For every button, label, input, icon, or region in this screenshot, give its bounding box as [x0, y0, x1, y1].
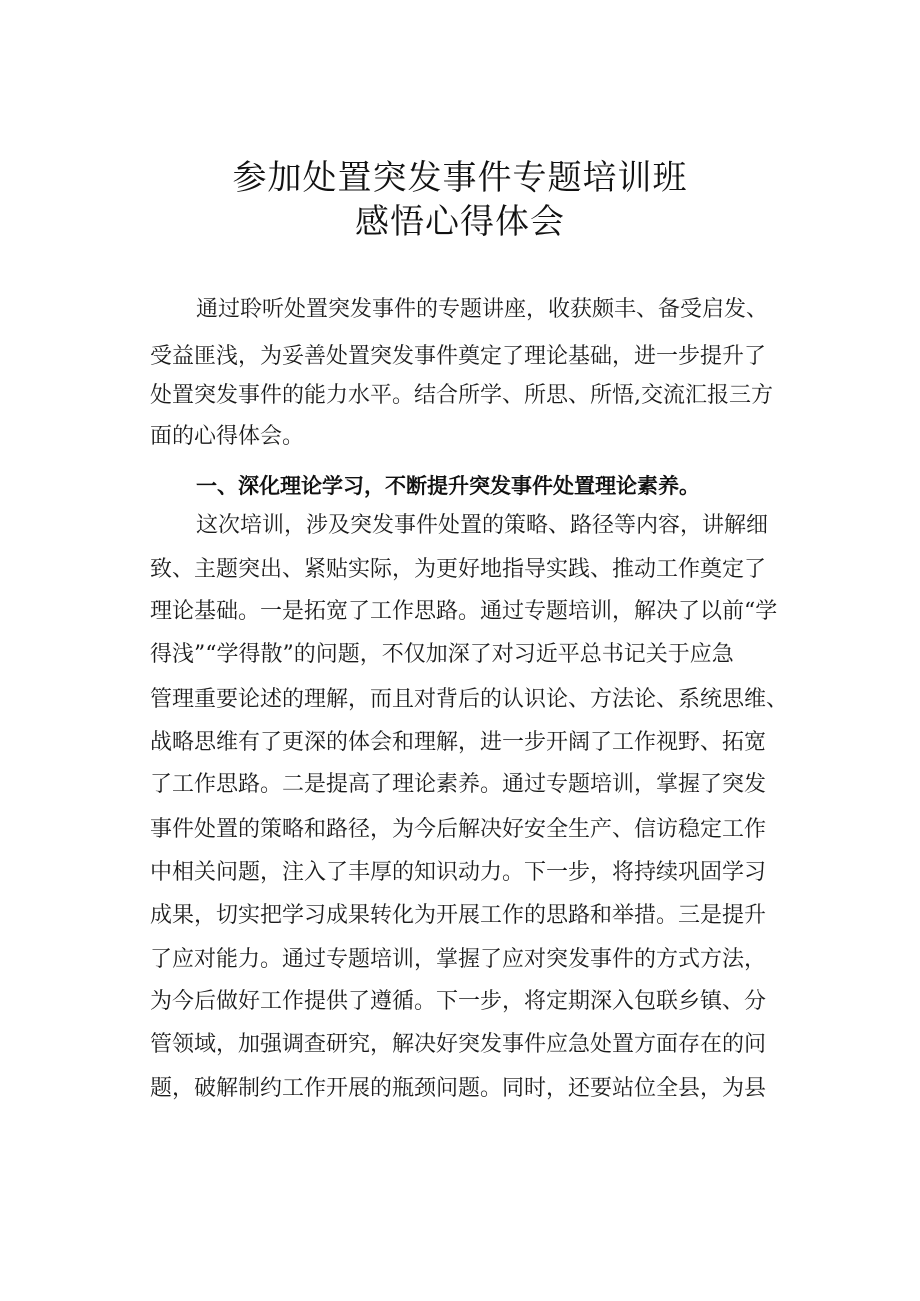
body-line: 致、主题突出、紧贴实际，为更好地指导实践、推动工作奠定了 — [150, 557, 767, 582]
body-line: 得浅”“学得散”的问题，不仅加深了对习近平总书记关于应急 — [150, 642, 734, 667]
body-line: 题，破解制约工作开展的瓶颈问题。同时，还要站位全县，为县 — [150, 1076, 767, 1101]
body-line: 这次培训，涉及突发事件处置的策略、路径等内容，讲解细 — [196, 513, 769, 538]
body-line: 管理重要论述的理解，而且对背后的认识论、方法论、系统思维、 — [150, 687, 789, 712]
intro-line: 受益匪浅，为妥善处置突发事件奠定了理论基础，进一步提升了 — [150, 344, 767, 369]
body-line: 中相关问题，注入了丰厚的知识动力。下一步，将持续巩固学习 — [150, 860, 767, 885]
body-line: 战略思维有了更深的体会和理解，进一步开阔了工作视野、拓宽 — [150, 730, 767, 755]
section-heading: 一、深化理论学习，不断提升突发事件处置理论素养。 — [196, 474, 700, 498]
body-line: 成果，切实把学习成果转化为开展工作的思路和举措。三是提升 — [150, 903, 767, 928]
document-title-line-1: 参加处置突发事件专题培训班 — [232, 158, 688, 198]
body-line: 了应对能力。通过专题培训，掌握了应对突发事件的方式方法， — [150, 947, 767, 972]
document-title-line-2: 感悟心得体会 — [355, 202, 565, 242]
intro-line: 处置突发事件的能力水平。结合所学、所思、所悟,交流汇报三方 — [150, 383, 773, 408]
body-line: 了工作思路。二是提高了理论素养。通过专题培训，掌握了突发 — [150, 772, 767, 797]
intro-line: 通过聆听处置突发事件的专题讲座，收获颇丰、备受启发、 — [196, 297, 769, 322]
body-line: 管领域，加强调查研究，解决好突发事件应急处置方面存在的问 — [150, 1032, 767, 1057]
intro-line: 面的心得体会。 — [150, 424, 305, 449]
body-line: 理论基础。一是拓宽了工作思路。通过专题培训，解决了以前“学 — [150, 599, 778, 624]
body-line: 为今后做好工作提供了遵循。下一步，将定期深入包联乡镇、分 — [150, 989, 767, 1014]
body-line: 事件处置的策略和路径，为今后解决好安全生产、信访稳定工作 — [150, 817, 767, 842]
